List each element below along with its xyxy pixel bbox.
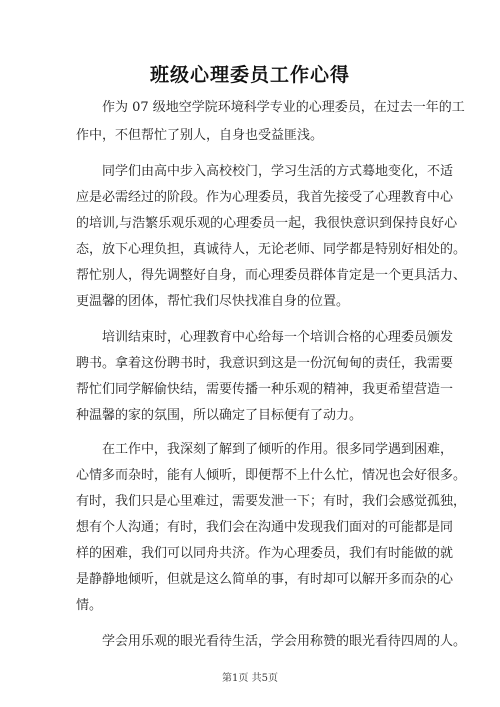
paragraph-line: 作中，不但帮忙了别人，自身也受益匪浅。 — [76, 128, 324, 143]
document-title: 班级心理委员工作心得 — [149, 64, 350, 86]
paragraph-line: 同学们由高中步入高校校门，学习生活的方式蓦地变化，不适 — [102, 164, 454, 179]
paragraph-line: 帮忙别人，得先调整好自身，而心理委员群体肯定是一个更具活力、 — [76, 268, 467, 283]
paragraph-line: 学会用乐观的眼光看待生活，学会用称赞的眼光看待四周的人。 — [102, 634, 467, 649]
paragraph-line: 作为 07 级地空学院环境科学专业的心理委员，在过去一年的工 — [102, 100, 465, 115]
paragraph-line: 想有个人沟通；有时，我们会在沟通中发现我们面对的可能都是同 — [76, 520, 454, 535]
paragraph-line: 更温馨的团体，帮忙我们尽快找准自身的位置。 — [76, 294, 350, 309]
paragraph-line: 是静静地倾听，但就是这么简单的事，有时却可以解开多而杂的心 — [76, 572, 454, 587]
page-footer: 第1页 共5页 — [222, 673, 278, 684]
paragraph-line: 培训结束时，心理教育中心给每一个培训合格的心理委员颁发 — [102, 330, 454, 345]
paragraph-line: 有时，我们只是心里难过，需要发泄一下；有时，我们会感觉孤独， — [76, 494, 467, 509]
paragraph-line: 种温馨的家的氛围，所以确定了目标便有了动力。 — [76, 408, 363, 423]
paragraph-line: 在工作中，我深刻了解到了倾听的作用。很多同学遇到困难， — [102, 442, 454, 457]
paragraph-line: 情。 — [76, 598, 103, 613]
paragraph-line: 心情多而杂时，能有人倾听，即便帮不上什么忙，情况也会好很多。 — [76, 468, 467, 483]
paragraph-line: 的培训,与浩繁乐观乐观的心理委员一起，我很快意识到保持良好心 — [76, 216, 458, 231]
paragraph-line: 应是必需经过的阶段。作为心理委员，我首先接受了心理教育中心 — [76, 190, 454, 205]
paragraph-line: 帮忙们同学解偷快结，需要传播一种乐观的精神，我更希望营造一 — [76, 382, 454, 397]
paragraph-line: 样的困难，我们可以同舟共济。作为心理委员，我们有时能做的就 — [76, 546, 454, 561]
paragraph-line: 聘书。拿着这份聘书时，我意识到这是一份沉甸甸的责任，我需要 — [76, 356, 454, 371]
paragraph-line: 态，放下心理负担，真诚待人，无论老师、同学都是特别好相处的。 — [76, 242, 467, 257]
